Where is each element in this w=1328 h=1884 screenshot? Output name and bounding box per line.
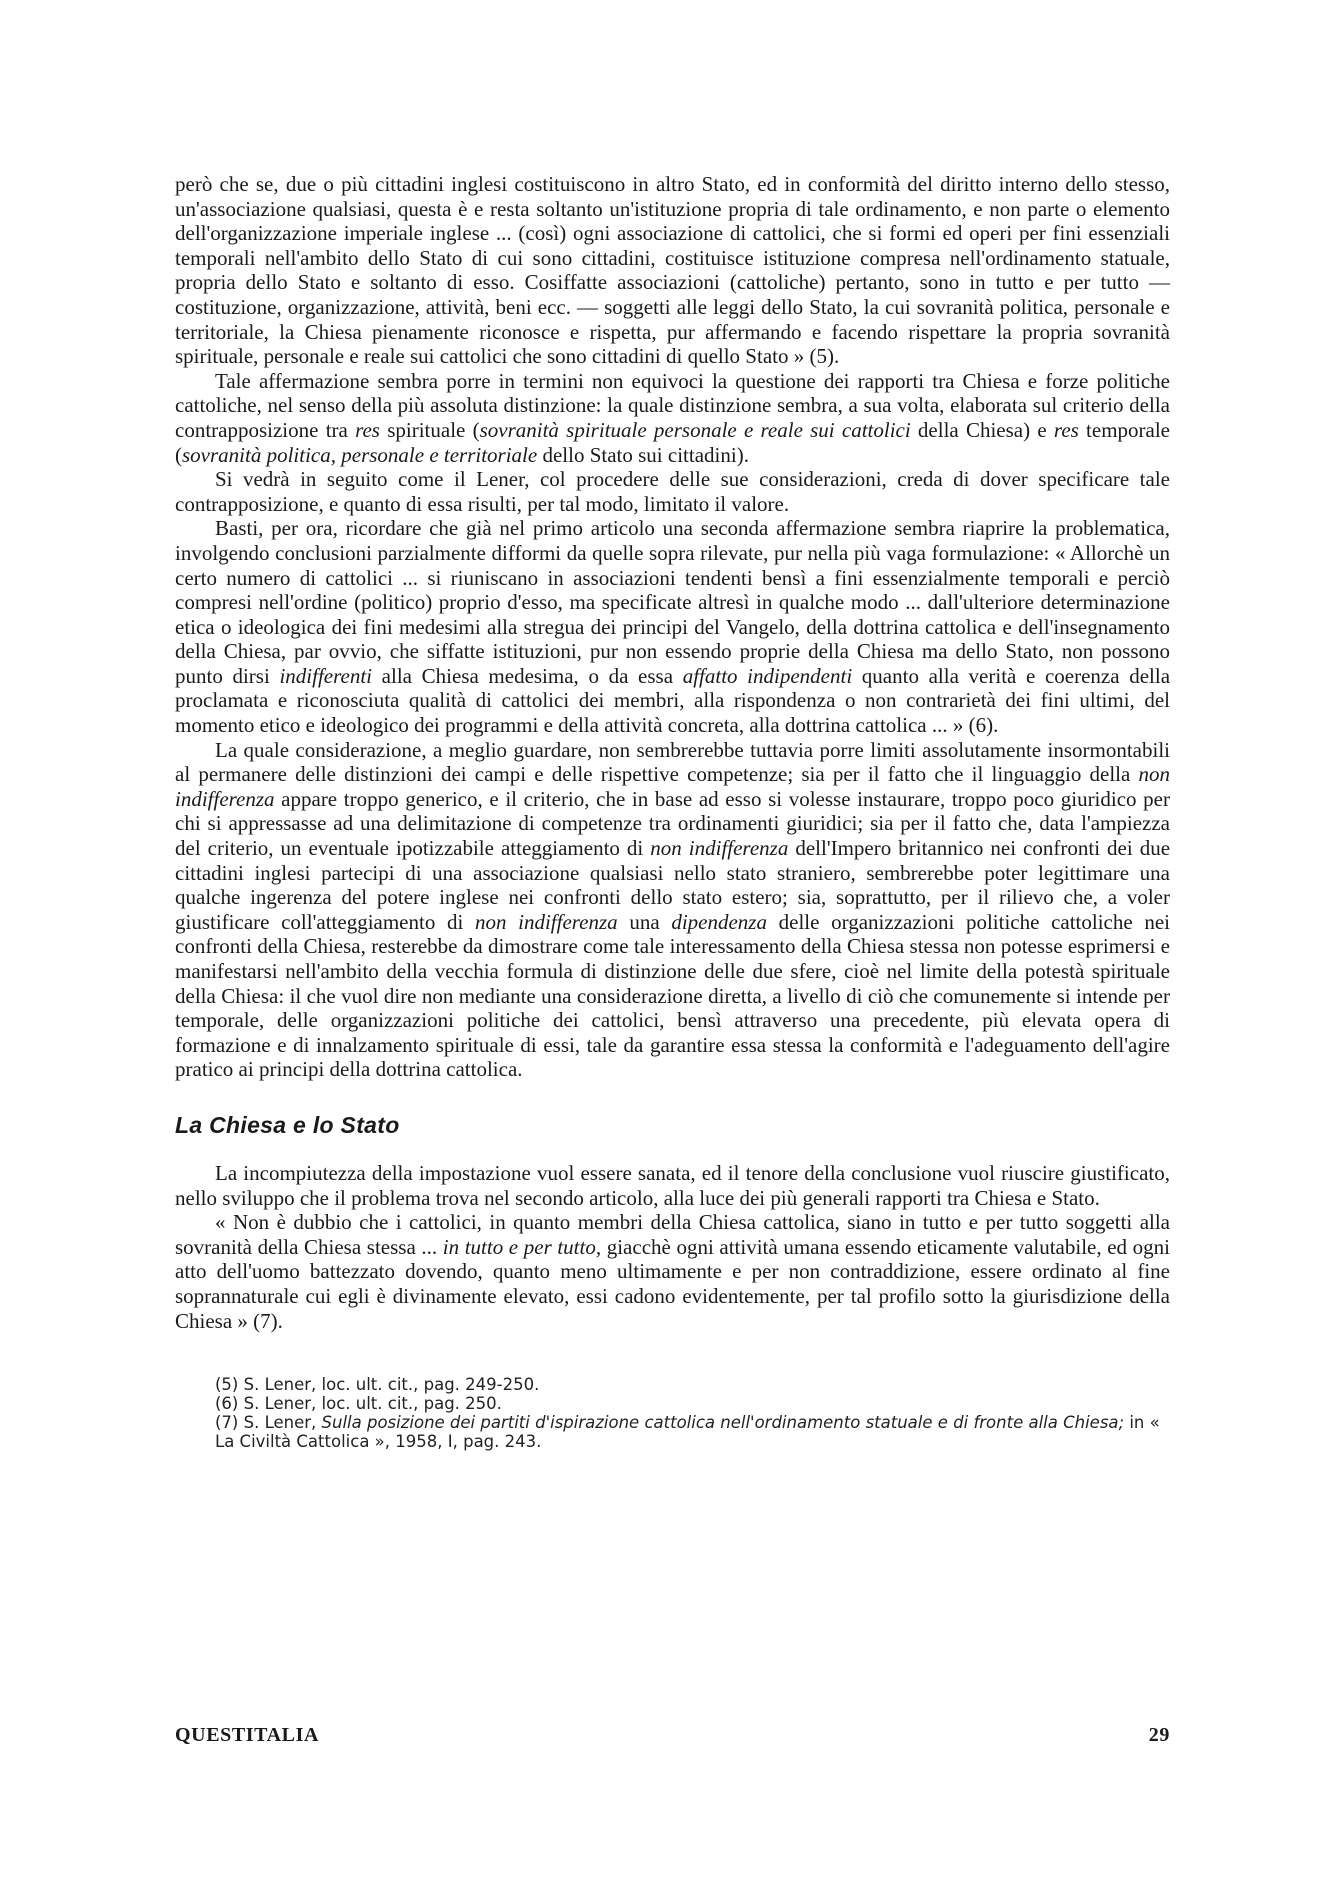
italic-text: sovranità politica, personale e territoriale	[182, 442, 538, 467]
italic-text: non indifferenza	[650, 836, 789, 861]
italic-text: Sulla posizione dei partiti d'ispirazione cattolica nell'ordinamento statuale e di fronte alla Chiesa;	[321, 1413, 1125, 1433]
footnotes	[175, 1375, 1170, 1451]
section-heading: La Chiesa e lo Stato	[175, 1111, 400, 1138]
journal-name: QUESTITALIA	[175, 1724, 320, 1746]
footnote-5: (5) S. Lener, loc. ult. cit., pag. 249-250.	[215, 1375, 540, 1395]
paragraph-7: « Non è dubbio che i cattolici, in quanto membri della Chiesa cattolica, siano in tutto e per tutto soggetti alla sovranità della Chiesa stessa ... in tutto e per tutto, giacchè ogni attività umana essendo eticamente valutabile, ed ogni atto dell'uomo battezzato dovendo, quanto meno ultimamente e per non contraddizione, essere ordinato al fine soprannaturale cui egli è divinamente elevato, essi cadono evidentemente, per tal profilo sotto la giurisdizione della Chiesa » (7).	[175, 1210, 1170, 1333]
paragraph-1: però che se, due o più cittadini inglesi costituiscono in altro Stato, ed in conformità del diritto interno dello stesso, un'associazione qualsiasi, questa è e resta soltanto un'istituzione propria di tale ordinamento, e non parte o elemento dell'organizzazione imperiale inglese ... (così) ogni associazione di cattolici, che si formi ed operi per fini essenziali temporali nell'ambito dello Stato di cui sono cittadini, costituisce istituzione compresa nell'ordinamento statuale, propria dello Stato e soltanto di esso. Cosiffatte associazioni (cattoliche) pertanto, sono in tutto e per tutto — costituzione, organizzazione, attività, beni ecc. — soggetti alle leggi dello Stato, la cui sovranità politica, personale e territoriale, la Chiesa pienamente riconosce e rispetta, pur affermando e facendo rispettare la propria sovranità spirituale, personale e reale sui cattolici che sono cittadini di quello Stato » (5).	[175, 172, 1170, 369]
italic-text: res	[355, 417, 380, 442]
paragraph-6: La incompiutezza della impostazione vuol essere sanata, ed il tenore della conclusione vuol riuscire giustificato, nello sviluppo che il problema trova nel secondo articolo, alla luce dei più generali rapporti tra Chiesa e Stato.	[175, 1160, 1170, 1210]
paragraph-3: Si vedrà in seguito come il Lener, col procedere delle sue considerazioni, creda di dover specificare tale contrapposizione, e quanto di essa risulti, per tal modo, limitato il valore.	[175, 467, 1170, 516]
italic-text: res	[1053, 417, 1079, 442]
italic-text: indifferenti	[279, 663, 373, 688]
page-number: 29	[1148, 1724, 1170, 1746]
footnote-6: (6) S. Lener, loc. ult. cit., pag. 250.	[215, 1394, 502, 1414]
italic-text: in tutto e per tutto,	[442, 1234, 602, 1259]
italic-text: dipendenza	[671, 909, 767, 934]
paragraph-5: La quale considerazione, a meglio guardare, non sembrerebbe tuttavia porre limiti assolutamente insormontabili al permanere delle distinzioni dei campi e delle rispettive competenze; sia per il fatto che il linguaggio della non indifferenza appare troppo generico, e il criterio, che in base ad esso si volesse instaurare, troppo poco giuridico per chi si appressasse ad una delimitazione di competenze tra ordinamenti giuridici; sia per il fatto che, data l'ampiezza del criterio, un eventuale ipotizzabile atteggiamento di non indifferenza dell'Impero britannico nei confronti dei due cittadini inglesi partecipi di una associazione qualsiasi nello stato straniero, sembrerebbe poter legittimare una qualche ingerenza del potere inglese nei confronti dello stato estero; sia, soprattutto, per il rilievo che, a voler giustificare coll'atteggiamento di non indifferenza una dipendenza delle organizzazioni politiche cattoliche nei confronti della Chiesa, resterebbe da dimostrare come tale interessamento della Chiesa stessa non potesse esprimersi e manifestarsi nell'ambito della vecchia formula di distinzione delle due sfere, cioè nel limite della potestà spirituale della Chiesa: il che vuol dire non mediante una considerazione diretta, a livello di ciò che comunemente si intende per temporale, delle organizzazioni politiche dei cattolici, bensì attraverso una precedente, più elevata opera di formazione e di innalzamento spirituale di essi, tale da garantire essa stessa la conformità e l'adeguamento dell'agire pratico ai principi della dottrina cattolica.	[175, 737, 1171, 1082]
paragraph-4: Basti, per ora, ricordare che già nel primo articolo una seconda affermazione sembra riaprire la problematica, involgendo conclusioni parzialmente difformi da quelle sopra rilevate, pur nella più vaga formulazione: « Allorchè un certo numero di cattolici ... si riuniscano in associazioni tendenti bensì a fini essenzialmente temporali e perciò compresi nell'ordine (politico) proprio d'esso, ma specificate altresì in qualche modo ... dall'ulteriore determinazione etica o ideologica dei fini medesimi alla stregua dei principi del Vangelo, della dottrina cattolica e dell'insegnamento della Chiesa, par ovvio, che siffatte istituzioni, pur non essendo proprie della Chiesa ma dello Stato, non possono punto dirsi indifferenti alla Chiesa medesima, o da essa affatto indipendenti quanto alla verità e coerenza della proclamata e riconosciuta qualità di cattolici dei membri, alla rispondenza o non contrarietà dei fini ultimi, del momento etico e ideologico dei programmi e della attività concreta, alla dottrina cattolica ... » (6).	[175, 516, 1171, 738]
italic-text: non indifferenza	[474, 909, 618, 934]
italic-text: non indifferenza	[175, 762, 1170, 811]
footnote-7: (7) S. Lener, Sulla posizione dei partiti d'ispirazione cattolica nell'ordinamento statuale e di fronte alla Chiesa; in « La Civiltà Cattolica », 1958, I, pag. 243.	[215, 1413, 1160, 1452]
paragraph-2: Tale affermazione sembra porre in termini non equivoci la questione dei rapporti tra Chiesa e forze politiche cattoliche, nel senso della più assoluta distinzione: la quale distinzione sembra, a sua volta, elaborata sul criterio della contrapposizione tra res spirituale (sovranità spirituale personale e reale sui cattolici della Chiesa) e res temporale (sovranità politica, personale e territoriale dello Stato sui cittadini).	[175, 368, 1171, 467]
italic-text: affatto indipendenti	[682, 663, 853, 688]
italic-text: sovranità spirituale personale e reale sui cattolici	[479, 417, 911, 442]
page-body	[175, 172, 1170, 1451]
